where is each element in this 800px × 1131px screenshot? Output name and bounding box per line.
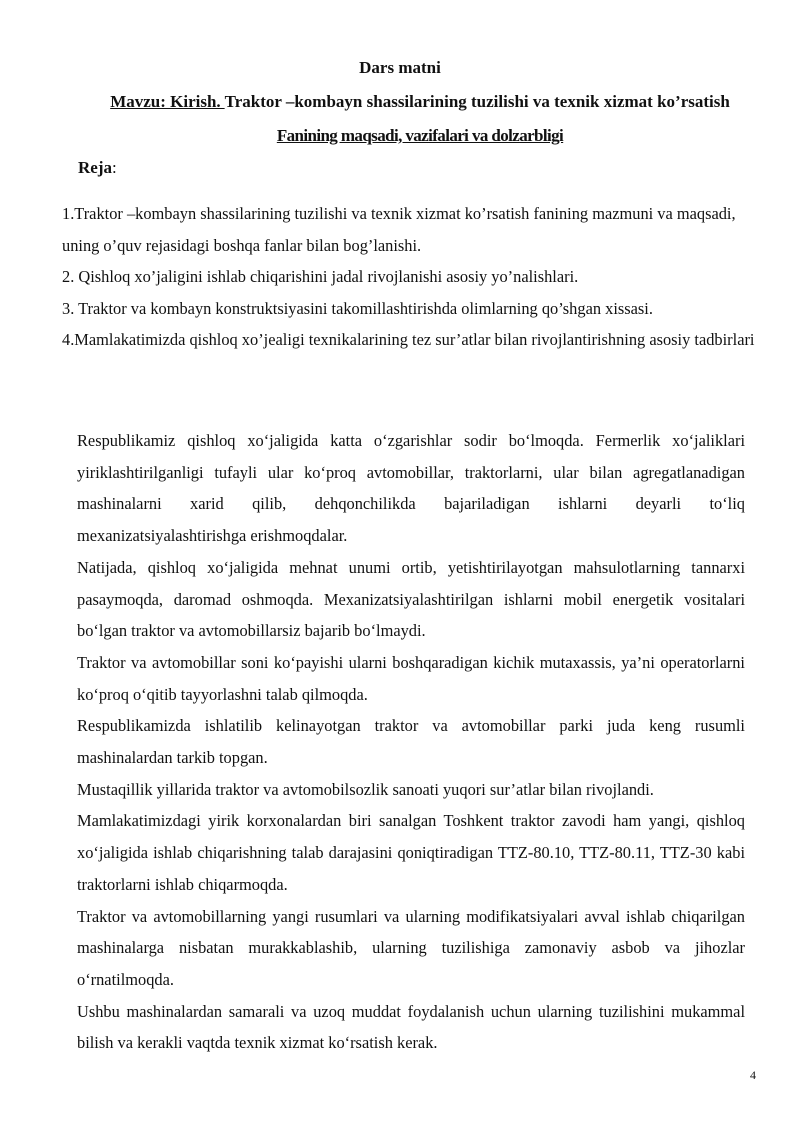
- plan-item: 4.Mamlakatimizda qishloq xo’jealigi texnikalarining tez sur’atlar bilan rivojlantirishning asosiy tadbirlari: [62, 330, 755, 349]
- plan-list: [62, 198, 762, 356]
- plan-label: Reja: [78, 158, 112, 177]
- paragraph: Traktor va avtomobillar soni ko‘payishi ularni boshqaradigan kichik mutaxassis, ya’ni operatorlarni ko‘proq o‘qitib tayyorlashni talab qilmoqda.: [77, 652, 745, 704]
- body-text: [77, 425, 745, 1059]
- paragraph: Natijada, qishloq xo‘jaligida mehnat unumi ortib, yetishtirilayotgan mahsulotlarning tannarxi pasaymoqda, daromad oshmoqda. Mexanizatsiyalashtirilgan ishlarni mobil energetik vositalari bo‘lgan traktor va avtomobillarsiz bajarib bo‘lmaydi.: [77, 557, 745, 641]
- paragraph: Mustaqillik yillarida traktor va avtomobilsozlik sanoati yuqori sur’atlar bilan rivojlandi.: [77, 779, 654, 799]
- topic-heading: [0, 92, 800, 112]
- topic-text: Traktor –kombayn shassilarining tuzilishi va texnik xizmat ko’rsatish: [224, 92, 730, 111]
- paragraph: Respublikamizda ishlatilib kelinayotgan traktor va avtomobillar parki juda keng rusumli mashinalardan tarkib topgan.: [77, 716, 745, 768]
- plan-item: 1.Traktor –kombayn shassilarining tuzilishi va texnik xizmat ko’rsatish fanining mazmuni va maqsadi, uning o’quv rejasidagi boshqa fanlar bilan bog’lanishi.: [62, 204, 736, 255]
- subject-heading: Fanining maqsadi, vazifalari va dolzarbligi: [276, 126, 564, 145]
- document-title: Dars matni: [359, 58, 441, 77]
- plan-heading: [78, 158, 117, 178]
- paragraph: Mamlakatimizdagi yirik korxonalardan biri sanalgan Toshkent traktor zavodi ham yangi, qishloq xo‘jaligida ishlab chiqarishning talab darajasini qoniqtiradigan TTZ-80.10, TTZ-80.11, TTZ-30 kabi traktorlarni ishlab chiqarmoqda.: [77, 811, 745, 894]
- topic-prefix: Mavzu: Kirish.: [110, 92, 225, 111]
- plan-item: 2. Qishloq xo’jaligini ishlab chiqarishini jadal rivojlanishi asosiy yo’nalishlari.: [62, 267, 579, 286]
- paragraph: Traktor va avtomobillarning yangi rusumlari va ularning modifikatsiyalari avval ishlab chiqarilgan mashinalarga nisbatan murakkablashib, ularning tuzilishiga zamonaviy asbob va jihozlar o‘rnatilmoqda.: [77, 906, 745, 989]
- plan-item: 3. Traktor va kombayn konstruktsiyasini takomillashtirishda olimlarning qo’shgan xissasi.: [62, 298, 653, 318]
- paragraph: Respublikamiz qishloq xo‘jaligida katta o‘zgarishlar sodir bo‘lmoqda. Fermerlik xo‘jaliklari yiriklashtirilganligi tufayli ular ko‘proq avtomobillar, traktorlarni, ular bilan agregatlanadigan mashinalarni xarid qilib, dehqonchilikda bajariladigan ishlarni deyarli to‘liq mexanizatsiyalashtirishga erishmoqdalar.: [77, 431, 745, 546]
- paragraph: Ushbu mashinalardan samarali va uzoq muddat foydalanish uchun ularning tuzilishini mukammal bilish va kerakli vaqtda texnik xizmat ko‘rsatish kerak.: [77, 1001, 745, 1053]
- plan-colon: :: [111, 158, 117, 177]
- page-number: 4: [750, 1068, 756, 1082]
